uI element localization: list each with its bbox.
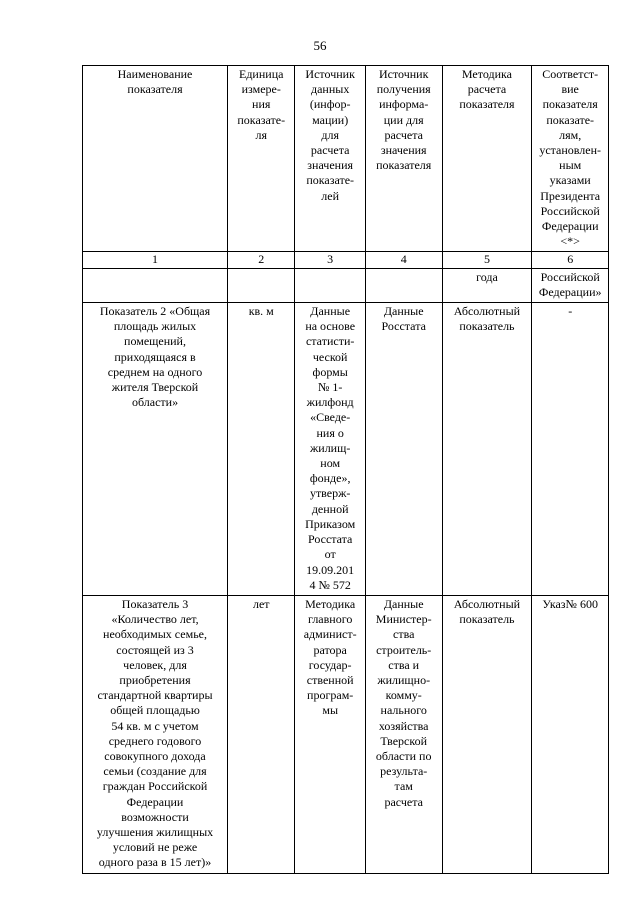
cell-text-line: Федерации [126,794,184,809]
cell-text-line: жилищ- [309,440,351,455]
table-row-indicator-2 [83,303,609,596]
cell-text-line: показателя [127,82,183,97]
cell-text-line: данных [311,82,350,97]
method-cell [442,303,532,596]
cell-text-line: ции для [383,112,424,127]
column-number: 1 [83,252,228,268]
cell-text-line: результа- [380,764,428,779]
table-row-indicator-3 [83,595,609,873]
cell-text-line: условий не реже [112,840,198,855]
column-number: 4 [365,252,442,268]
continuation-row [83,268,609,302]
cell-text-line: - [568,304,573,319]
cell-text-line: расчета [467,82,507,97]
cell-text-line: Абсолютный [453,304,521,319]
method-cell [442,595,532,873]
cell-text-line: указами [549,173,591,188]
cell-text-line: жилищно- [377,672,431,687]
cell-text-line: ческой [312,349,348,364]
cell-text-line: Данные [383,304,424,319]
cell-text-line: ния [252,97,271,112]
cell-text-line: лей [321,188,340,203]
cell-text-line: комму- [385,688,422,703]
indicator-name-cell [83,595,228,873]
column-number: 5 [442,252,532,268]
cell-text-line: стандартной квартиры [97,688,213,703]
cell-text-line: Министер- [375,612,432,627]
cell-text-line: одного раза в 15 лет)» [98,855,212,870]
cell-text-line: показатель [459,319,515,334]
cell-text-line: жителя Тверской [111,380,199,395]
cell-text-line: человек, для [123,657,187,672]
table-cell [532,268,609,302]
unit-cell [228,303,295,596]
cell-text-line: жилфонд [306,395,354,410]
cell-text-line: получения [376,82,431,97]
cell-text-line: Росстата [381,319,426,334]
cell-text-line: показате- [546,112,595,127]
cell-text-line: Соответст- [542,67,599,81]
cell-text-line: фонде», [309,471,351,486]
data-source-cell [295,595,365,873]
cell-text-line: денной [311,501,349,516]
cell-text-line: Единица [239,67,284,81]
cell-text-line: № 1- [317,380,343,395]
column-number: 6 [532,252,609,268]
cell-text-line: Российской [540,269,600,284]
cell-text-line: ным [559,158,582,173]
table-cell [365,268,442,302]
cell-text-line: значения [307,158,354,173]
unit-cell [228,595,295,873]
cell-text-line: формы [312,364,348,379]
cell-text-line: приобретения [119,672,191,687]
table-cell [228,268,295,302]
cell-text-line: Методика [305,596,356,611]
cell-text-line: Российской [540,203,600,218]
header-cell-calculation-method [442,66,532,252]
cell-text-line: ратора [313,642,347,657]
header-cell-unit [228,66,295,252]
cell-text-line: вие [561,82,579,97]
cell-text-line: там [394,779,413,794]
cell-text-line: состоящей из 3 [116,642,194,657]
cell-text-line: главного [308,612,353,627]
cell-text-line: лям, [559,127,582,142]
cell-text-line: Президента [540,188,601,203]
cell-text-line: информа- [379,97,429,112]
column-number-row [83,252,609,268]
cell-text-line: Источник [378,67,429,81]
cell-text-line: Федерации» [538,284,602,299]
cell-text-line: области по [375,748,432,763]
retrieval-source-cell [365,303,442,596]
cell-text-line: Приказом [305,516,356,531]
cell-text-line: от [324,547,336,562]
cell-text-line: совокупного дохода [104,748,206,763]
cell-text-line: на основе [305,319,356,334]
cell-text-line: ства [393,627,415,642]
cell-text-line: статисти- [305,334,355,349]
cell-text-line: года [476,269,498,284]
cell-text-line: утверж- [309,486,351,501]
cell-text-line: програм- [307,688,354,703]
cell-text-line: строитель- [376,642,432,657]
cell-text-line: 4 № 572 [309,577,351,592]
cell-text-line: мации) [312,112,349,127]
cell-text-line: Показатель 3 [121,596,189,611]
cell-text-line: «Количество лет, [111,612,199,627]
cell-text-line: значения [380,143,427,158]
cell-text-line: среднем на одного [107,364,203,379]
cell-text-line: расчета [384,794,423,809]
cell-text-line: показате- [237,112,286,127]
indicators-table [82,65,609,874]
column-number: 2 [228,252,295,268]
cell-text-line: 19.09.201 [306,562,355,577]
cell-text-line: Показатель 2 «Общая [99,304,211,319]
cell-text-line: Абсолютный [453,596,521,611]
cell-text-line: семьи (создание для [103,764,207,779]
cell-text-line: Источник [305,67,355,81]
cell-text-line: установлен- [539,143,602,158]
cell-text-line: для [321,127,339,142]
cell-text-line: нального [380,703,427,718]
decree-cell [532,595,609,873]
cell-text-line: показателя [376,158,432,173]
cell-text-line: Росстата [307,532,353,547]
retrieval-source-cell [365,595,442,873]
header-cell-retrieval-source [365,66,442,252]
cell-text-line: админист- [303,627,357,642]
table-cell [83,268,228,302]
cell-text-line: показатель [459,612,515,627]
cell-text-line: «Сведе- [310,410,351,425]
decree-cell [532,303,609,596]
cell-text-line: Наименование [117,67,193,81]
page-number: 56 [313,38,327,53]
cell-text-line: ля [255,127,267,142]
indicator-name-cell [83,303,228,596]
cell-text-line: помещений, [124,334,186,349]
data-source-cell [295,303,365,596]
cell-text-line: расчета [384,127,423,142]
cell-text-line: показателя [459,97,515,112]
cell-text-line: Методика [461,67,512,81]
cell-text-line: Данные [383,596,424,611]
cell-text-line: среднего годового [108,733,202,748]
cell-text-line: мы [322,703,338,718]
cell-text-line: области» [131,395,179,410]
cell-text-line: Федерации [541,219,599,234]
cell-text-line: кв. м [248,304,274,319]
cell-text-line: измере- [241,82,281,97]
table-cell [295,268,365,302]
cell-text-line: (инфор- [309,97,351,112]
cell-text-line: Данные [310,304,351,319]
cell-text-line: 54 кв. м с учетом [111,718,199,733]
cell-text-line: граждан Российской [102,779,208,794]
cell-text-line: площадь жилых [113,319,197,334]
cell-text-line: <*> [560,234,580,249]
cell-text-line: необходимых семье, [103,627,207,642]
cell-text-line: расчета [310,143,350,158]
cell-text-line: государ- [308,657,352,672]
cell-text-line: Указ№ 600 [542,596,598,611]
cell-text-line: улучшения жилищных [96,824,214,839]
cell-text-line: ственной [306,672,354,687]
cell-text-line: приходящаяся в [114,349,196,364]
cell-text-line: лет [252,596,270,611]
header-cell-data-source [295,66,365,252]
cell-text-line: общей площадью [110,703,200,718]
cell-text-line: хозяйства [378,718,429,733]
cell-text-line: возможности [121,809,189,824]
header-row [83,66,609,252]
cell-text-line: показате- [306,173,355,188]
cell-text-line: показателя [542,97,598,112]
column-number: 3 [295,252,365,268]
cell-text-line: ния о [316,425,344,440]
header-cell-decree-compliance [532,66,609,252]
cell-text-line: ства и [388,657,420,672]
header-cell-indicator-name [83,66,228,252]
cell-text-line: ном [320,456,341,471]
table-cell [442,268,532,302]
cell-text-line: Тверской [380,733,428,748]
